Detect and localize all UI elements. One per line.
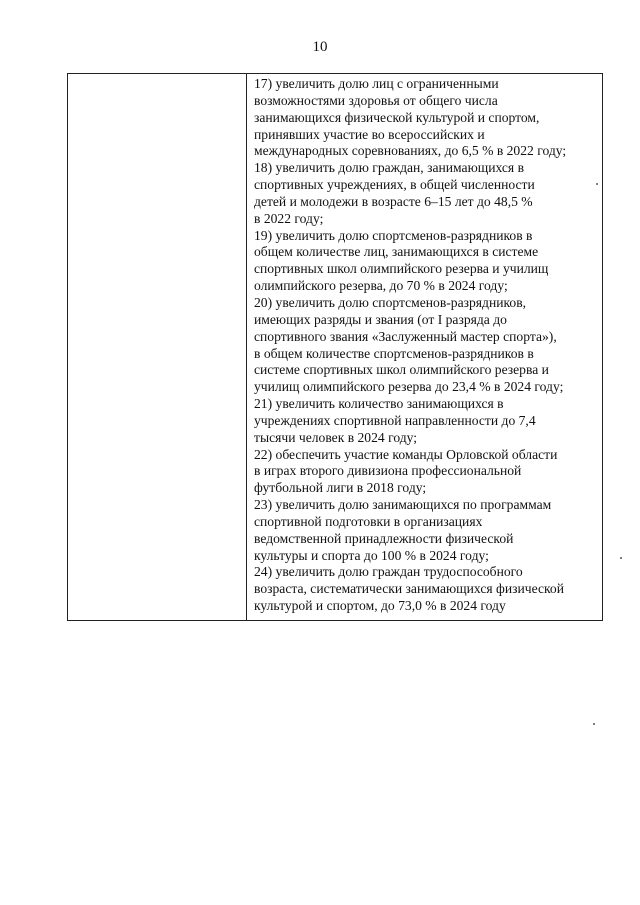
text-line: 19) увеличить долю спортсменов-разрядников в [254,227,533,243]
text-line: возможностями здоровья от общего числа [254,92,498,108]
scan-speck [620,557,622,559]
text-line: спортивного звания «Заслуженный мастер спорта»), [254,328,557,344]
text-line: ведомственной принадлежности физической [254,530,514,546]
text-line: спортивной подготовки в организациях [254,513,483,529]
text-line: принявших участие во всероссийских и [254,126,485,142]
text-line: культуры и спорта до 100 % в 2024 году; [254,547,489,563]
text-line: спортивных учреждениях, в общей численности [254,177,535,193]
text-line: в общем количестве спортсменов-разрядников в [254,345,534,361]
text-line: занимающихся физической культурой и спортом, [254,109,540,125]
text-line: 20) увеличить долю спортсменов-разрядников, [254,294,527,310]
text-line: детей и молодежи в возрасте 6–15 лет до 48,5 % [254,193,533,209]
table-right-cell [247,74,602,620]
text-line: футбольной лиги в 2018 году; [254,480,427,496]
text-line: системе спортивных школ олимпийского резерва и [254,362,549,378]
text-line: тысячи человек в 2024 году; [254,429,418,445]
text-line: училищ олимпийского резерва до 23,4 % в 2024 году; [254,379,564,395]
text-line: имеющих разряды и звания (от I разряда до [254,311,507,327]
text-line: в 2022 году; [254,210,324,226]
text-line: олимпийского резерва, до 70 % в 2024 году; [254,278,508,294]
page-number: 10 [312,39,328,55]
document-table [67,73,603,621]
table-left-cell [68,74,247,620]
text-line: спортивных школ олимпийского резерва и училищ [254,261,549,277]
text-line: 18) увеличить долю граждан, занимающихся в [254,160,524,176]
text-line: 17) увеличить долю лиц с ограниченными [254,76,499,91]
text-line: 22) обеспечить участие команды Орловской области [254,446,558,462]
scan-speck [596,183,598,185]
text-line: общем количестве лиц, занимающихся в системе [254,244,539,260]
scan-speck [593,723,595,725]
text-line: 21) увеличить количество занимающихся в [254,396,504,412]
text-line: международных соревнованиях, до 6,5 % в 2022 году; [254,143,567,159]
text-line: 24) увеличить долю граждан трудоспособного [254,564,523,580]
text-line: в играх второго дивизиона профессиональной [254,463,522,479]
text-line: культурой и спортом, до 73,0 % в 2024 году [254,598,506,614]
text-line: 23) увеличить долю занимающихся по программам [254,497,552,513]
text-line: учреждениях спортивной направленности до 7,4 [254,412,536,428]
text-line: возраста, систематически занимающихся физической [254,581,564,597]
